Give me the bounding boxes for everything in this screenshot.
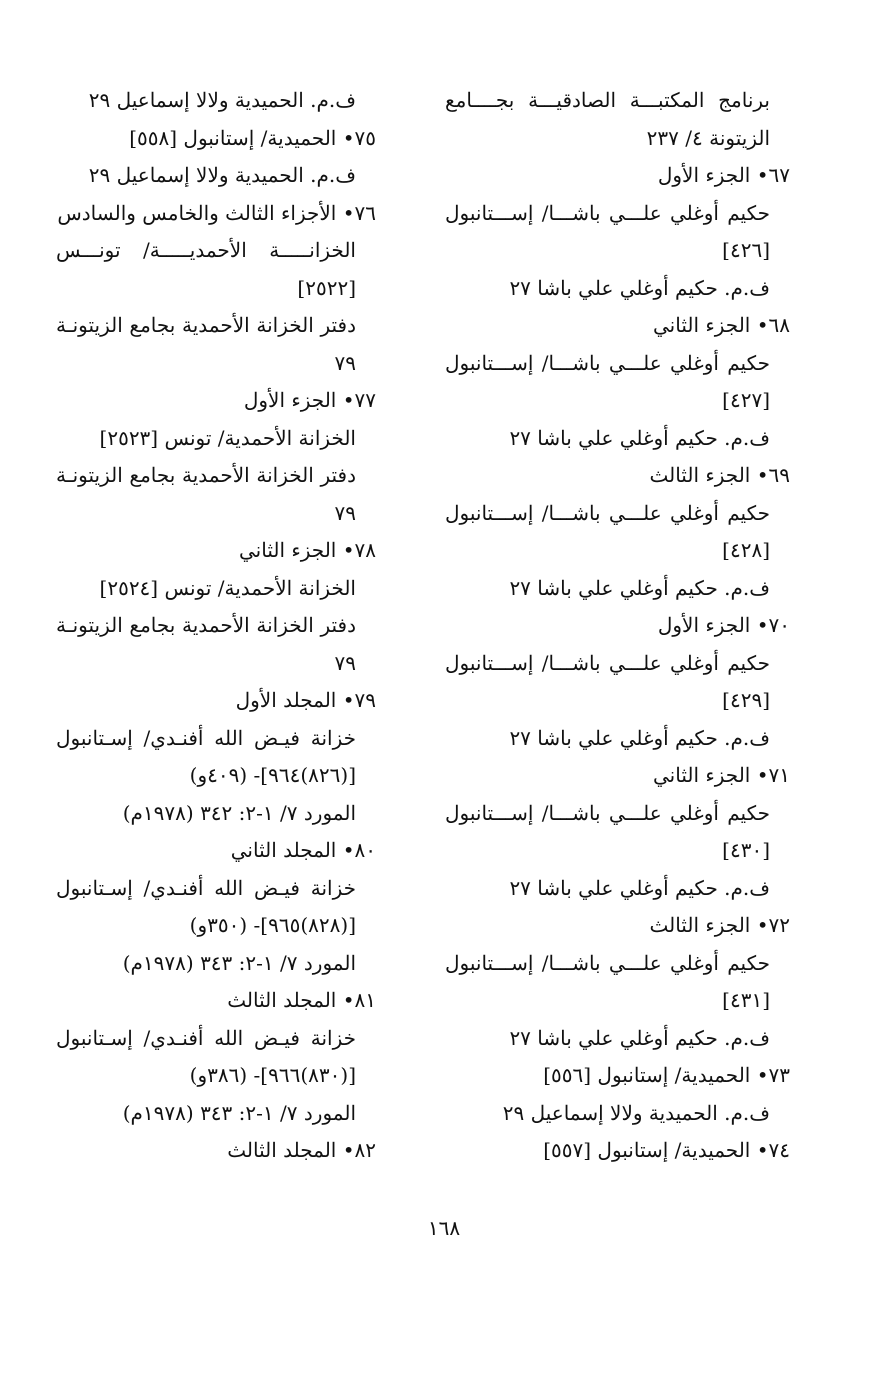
left-column-detail-line: [(٨٢٦)٩٦٤]- (٤٠٩و): [189, 763, 356, 787]
right-column-detail-line: حكيم أوغلي علـــي باشـــا/ إســـتانبول: [445, 500, 770, 525]
right-column-detail-line: حكيم أوغلي علـــي باشـــا/ إســـتانبول: [445, 350, 770, 375]
right-column-entry-line: ٧٤• الحميدية/ إستانبول [٥٥٧]: [543, 1138, 790, 1162]
left-column-entry-line: ٧٩• المجلد الأول: [235, 688, 376, 712]
left-column-detail-line: ف.م. الحميدية ولالا إسماعيل ٢٩: [88, 163, 356, 187]
right-column-detail-line: [٤٢٦]: [722, 238, 770, 262]
right-column-detail-line: ف.م. حكيم أوغلي علي باشا ٢٧: [509, 425, 770, 450]
left-column-detail-line: خزانة فيـض الله أفنـدي/ إسـتانبول: [56, 1025, 356, 1050]
right-column-detail-line: [٤٢٩]: [722, 688, 770, 712]
left-column-detail-line: دفتر الخزانة الأحمدية بجامع الزيتونـة: [56, 613, 356, 637]
left-column-detail-line: الخزانة الأحمدية/ تونس [٢٥٢٤]: [99, 575, 356, 600]
left-column-entry-line: ٧٦• الأجزاء الثالث والخامس والسادس: [57, 200, 376, 225]
left-column-entry-line: ٧٥• الحميدية/ إستانبول [٥٥٨]: [129, 125, 376, 150]
right-column-entry-line: ٧٠• الجزء الأول: [657, 613, 790, 637]
left-column-detail-line: الخزانة الأحمدية/ تونس [٢٥٢٣]: [99, 425, 356, 450]
left-column-entry-line: ٨١• المجلد الثالث: [227, 988, 376, 1012]
right-column-detail-line: حكيم أوغلي علـــي باشـــا/ إســـتانبول: [445, 200, 770, 225]
left-column-detail-line: [(٨٢٨)٩٦٥]- (٣٥٠و): [189, 913, 356, 937]
left-column-detail-line: خزانة فيـض الله أفنـدي/ إسـتانبول: [56, 725, 356, 750]
right-column-detail-line: [٤٣٠]: [722, 838, 770, 862]
left-column-detail-line: ٧٩: [334, 350, 356, 375]
right-column-entry-line: ٧٣• الحميدية/ إستانبول [٥٥٦]: [543, 1063, 790, 1087]
right-column-entry-line: ٦٨• الجزء الثاني: [652, 313, 790, 337]
left-column-detail-line: [(٨٣٠)٩٦٦]- (٣٨٦و): [189, 1063, 356, 1087]
page-number: ١٦٨: [427, 1216, 461, 1240]
right-column-entry-line: ٦٩• الجزء الثالث: [649, 463, 790, 487]
left-column-entry-line: ٧٨• الجزء الثاني: [238, 538, 376, 562]
right-column: [445, 82, 790, 1170]
left-column-detail-line: ٧٩: [334, 500, 356, 525]
left-column-entry-line: ٨٠• المجلد الثاني: [230, 838, 376, 862]
right-column-entry-line: ٧١• الجزء الثاني: [652, 763, 790, 787]
right-column-detail-line: ف.م. حكيم أوغلي علي باشا ٢٧: [509, 575, 770, 600]
left-column-detail-line: المورد ٧/ ١-٢: ٣٤٣ (١٩٧٨م): [122, 1100, 356, 1125]
right-column-entry-line: ٦٧• الجزء الأول: [657, 163, 790, 187]
left-column: [56, 82, 376, 1170]
right-column-detail-line: ف.م. حكيم أوغلي علي باشا ٢٧: [509, 275, 770, 300]
right-column-entry-line: ٧٢• الجزء الثالث: [649, 913, 790, 937]
left-column-detail-line: المورد ٧/ ١-٢: ٣٤٣ (١٩٧٨م): [122, 950, 356, 975]
right-column-detail-line: حكيم أوغلي علـــي باشـــا/ إســـتانبول: [445, 950, 770, 975]
right-column-detail-line: حكيم أوغلي علـــي باشـــا/ إســـتانبول: [445, 800, 770, 825]
right-column-detail-line: الزيتونة ٤/ ٢٣٧: [646, 125, 770, 150]
right-column-detail-line: برنامج المكتبـــة الصادقيـــة بجــــامع: [445, 88, 770, 112]
left-column-entry-line: ٨٢• المجلد الثالث: [227, 1138, 376, 1162]
left-column-entry-line: ٧٧• الجزء الأول: [243, 388, 376, 412]
left-column-detail-line: خزانة فيـض الله أفنـدي/ إسـتانبول: [56, 875, 356, 900]
right-column-detail-line: ف.م. الحميدية ولالا إسماعيل ٢٩: [502, 1100, 770, 1125]
right-column-detail-line: ف.م. حكيم أوغلي علي باشا ٢٧: [509, 725, 770, 750]
left-column-detail-line: دفتر الخزانة الأحمدية بجامع الزيتونـة: [56, 463, 356, 487]
right-column-detail-line: [٤٢٧]: [722, 388, 770, 412]
left-column-detail-line: دفتر الخزانة الأحمدية بجامع الزيتونـة: [56, 313, 356, 337]
right-column-detail-line: ف.م. حكيم أوغلي علي باشا ٢٧: [509, 1025, 770, 1050]
left-column-detail-line: ف.م. الحميدية ولالا إسماعيل ٢٩: [88, 88, 356, 112]
right-column-detail-line: حكيم أوغلي علـــي باشـــا/ إســـتانبول: [445, 650, 770, 675]
right-column-detail-line: ف.م. حكيم أوغلي علي باشا ٢٧: [509, 875, 770, 900]
right-column-detail-line: [٤٢٨]: [722, 538, 770, 562]
left-column-detail-line: الخزانـــــة الأحمديـــــة/ تونـــس: [56, 238, 356, 262]
right-column-detail-line: [٤٣١]: [722, 988, 770, 1012]
left-column-detail-line: ٧٩: [334, 650, 356, 675]
left-column-detail-line: [٢٥٢٢]: [297, 275, 356, 300]
left-column-detail-line: المورد ٧/ ١-٢: ٣٤٢ (١٩٧٨م): [122, 800, 356, 825]
